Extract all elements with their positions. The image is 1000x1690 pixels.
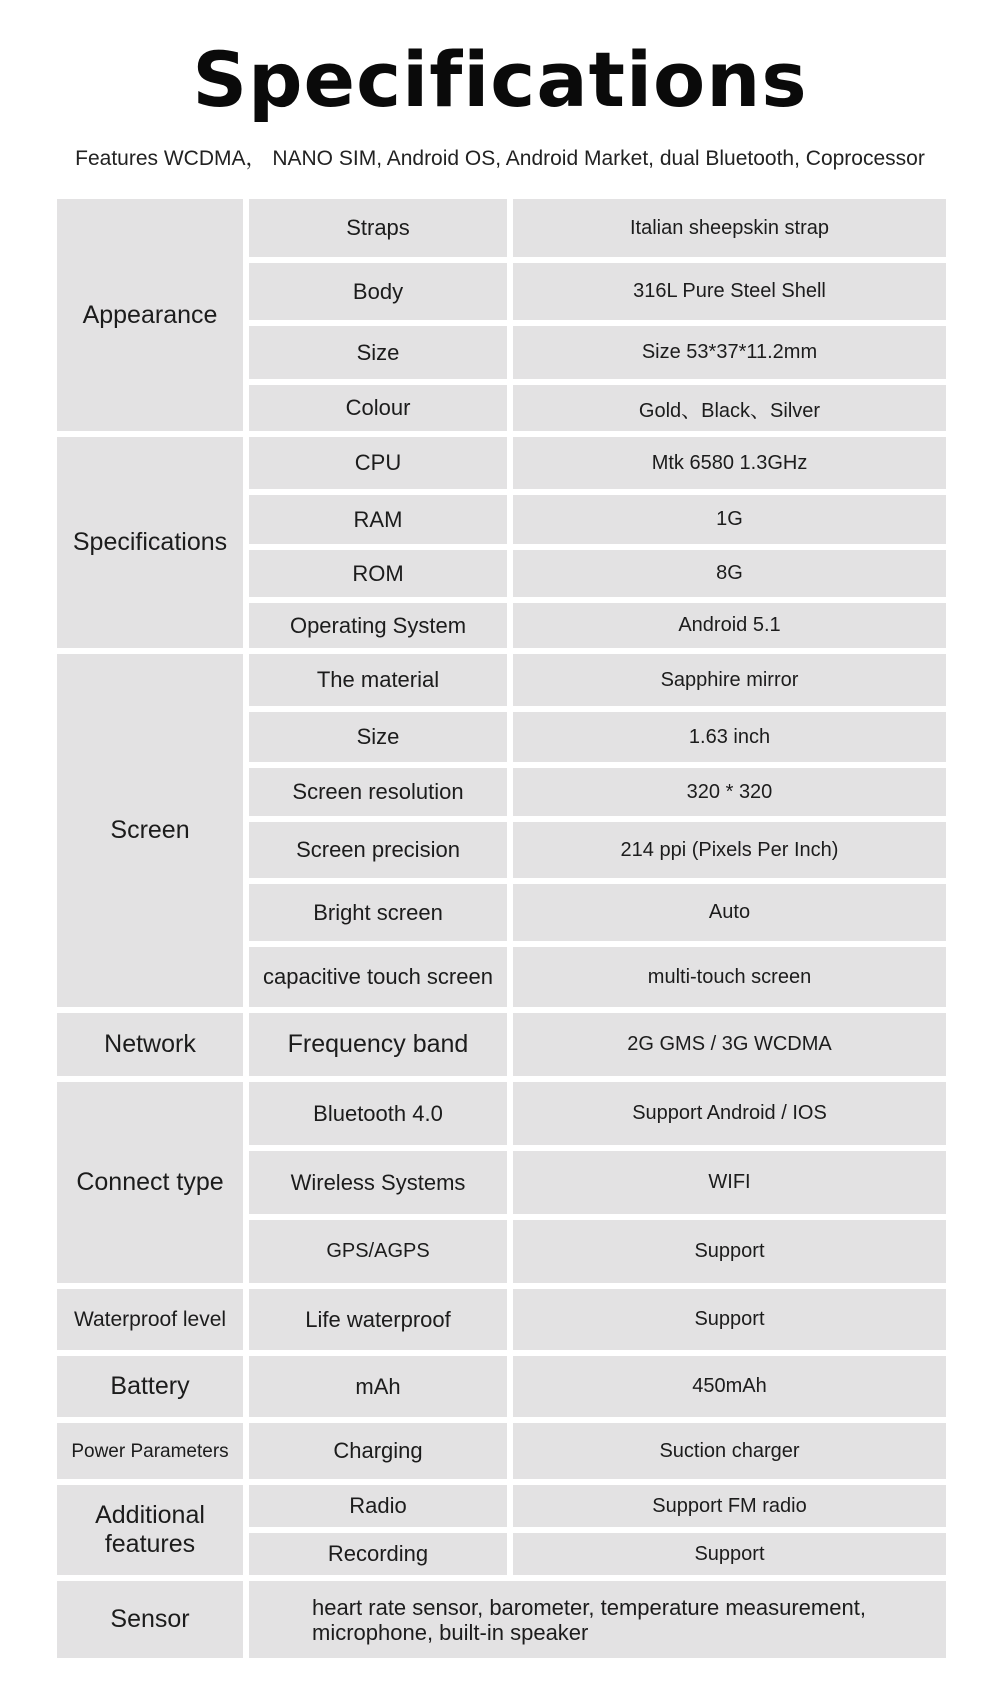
spec-group-additional	[57, 1485, 946, 1575]
group-label: Sensor	[57, 1581, 243, 1658]
spec-group-appearance	[57, 199, 946, 431]
group-label: Specifications	[57, 437, 243, 648]
spec-name: Body	[249, 263, 507, 320]
spec-value: Size 53*37*11.2mm	[513, 326, 946, 379]
group-label: Waterproof level	[57, 1289, 243, 1350]
spec-name: Operating System	[249, 603, 507, 648]
spec-name: Charging	[249, 1423, 507, 1479]
spec-value: 316L Pure Steel Shell	[513, 263, 946, 320]
table-row	[249, 1082, 946, 1145]
table-row	[249, 385, 946, 431]
spec-name: CPU	[249, 437, 507, 489]
spec-value: Support	[513, 1533, 946, 1575]
group-label: Screen	[57, 654, 243, 1007]
spec-name: capacitive touch screen	[249, 947, 507, 1007]
table-row	[249, 768, 946, 816]
spec-name: Life waterproof	[249, 1289, 507, 1350]
spec-group-network	[57, 1013, 946, 1076]
spec-value: Auto	[513, 884, 946, 941]
spec-group-battery	[57, 1356, 946, 1417]
spec-name: mAh	[249, 1356, 507, 1417]
spec-value: Italian sheepskin strap	[513, 199, 946, 257]
spec-value: Sapphire mirror	[513, 654, 946, 706]
table-row	[249, 1533, 946, 1575]
table-row	[249, 1013, 946, 1076]
table-row	[249, 1220, 946, 1283]
spec-group-screen	[57, 654, 946, 1007]
sensor-value: heart rate sensor, barometer, temperature measurement, microphone, built-in speaker	[249, 1581, 946, 1658]
page-title: Specifications	[192, 35, 808, 124]
spec-name: Frequency band	[249, 1013, 507, 1076]
spec-name: Screen precision	[249, 822, 507, 878]
group-label: Connect type	[57, 1082, 243, 1283]
table-row	[249, 550, 946, 597]
table-row	[249, 1423, 946, 1479]
spec-name: Bright screen	[249, 884, 507, 941]
spec-value: Support FM radio	[513, 1485, 946, 1527]
group-label: Appearance	[57, 199, 243, 431]
table-row	[249, 1289, 946, 1350]
table-row	[249, 1151, 946, 1214]
table-row	[249, 199, 946, 257]
spec-name: Wireless Systems	[249, 1151, 507, 1214]
group-label: Power Parameters	[57, 1423, 243, 1479]
spec-name: Straps	[249, 199, 507, 257]
spec-group-specifications	[57, 437, 946, 648]
spec-name: RAM	[249, 495, 507, 544]
group-label: Additional features	[57, 1485, 243, 1575]
spec-name: The material	[249, 654, 507, 706]
spec-name: ROM	[249, 550, 507, 597]
spec-value: 2G GMS / 3G WCDMA	[513, 1013, 946, 1076]
table-row	[249, 654, 946, 706]
table-row	[249, 884, 946, 941]
spec-name: Size	[249, 326, 507, 379]
spec-value: Suction charger	[513, 1423, 946, 1479]
spec-name: Screen resolution	[249, 768, 507, 816]
table-row	[249, 603, 946, 648]
spec-value: Support Android / IOS	[513, 1082, 946, 1145]
spec-value: 320 * 320	[513, 768, 946, 816]
spec-value: Android 5.1	[513, 603, 946, 648]
spec-value: Support	[513, 1220, 946, 1283]
spec-value: Gold、Black、Silver	[513, 385, 946, 431]
spec-value: Support	[513, 1289, 946, 1350]
spec-name: Size	[249, 712, 507, 762]
spec-value: 450mAh	[513, 1356, 946, 1417]
spec-group-power	[57, 1423, 946, 1479]
table-row	[249, 437, 946, 489]
table-row	[249, 822, 946, 878]
spec-value: 214 ppi (Pixels Per Inch)	[513, 822, 946, 878]
table-row	[249, 712, 946, 762]
table-row	[249, 1356, 946, 1417]
features-subtitle: Features WCDMA， NANO SIM, Android OS, Android Market, dual Bluetooth, Coprocessor	[75, 147, 925, 170]
spec-value: 1.63 inch	[513, 712, 946, 762]
spec-value: Mtk 6580 1.3GHz	[513, 437, 946, 489]
table-row	[249, 947, 946, 1007]
spec-name: Bluetooth 4.0	[249, 1082, 507, 1145]
spec-name: GPS/AGPS	[249, 1220, 507, 1283]
spec-name: Radio	[249, 1485, 507, 1527]
spec-group-connect-type	[57, 1082, 946, 1283]
spec-value: WIFI	[513, 1151, 946, 1214]
spec-table	[57, 199, 946, 1664]
spec-value: 8G	[513, 550, 946, 597]
spec-name: Recording	[249, 1533, 507, 1575]
table-row	[249, 1485, 946, 1527]
spec-value: multi-touch screen	[513, 947, 946, 1007]
table-row	[249, 495, 946, 544]
spec-group-sensor	[57, 1581, 946, 1658]
spec-group-waterproof	[57, 1289, 946, 1350]
group-label: Battery	[57, 1356, 243, 1417]
group-label: Network	[57, 1013, 243, 1076]
spec-value: 1G	[513, 495, 946, 544]
table-row	[249, 263, 946, 320]
spec-name: Colour	[249, 385, 507, 431]
table-row	[249, 326, 946, 379]
